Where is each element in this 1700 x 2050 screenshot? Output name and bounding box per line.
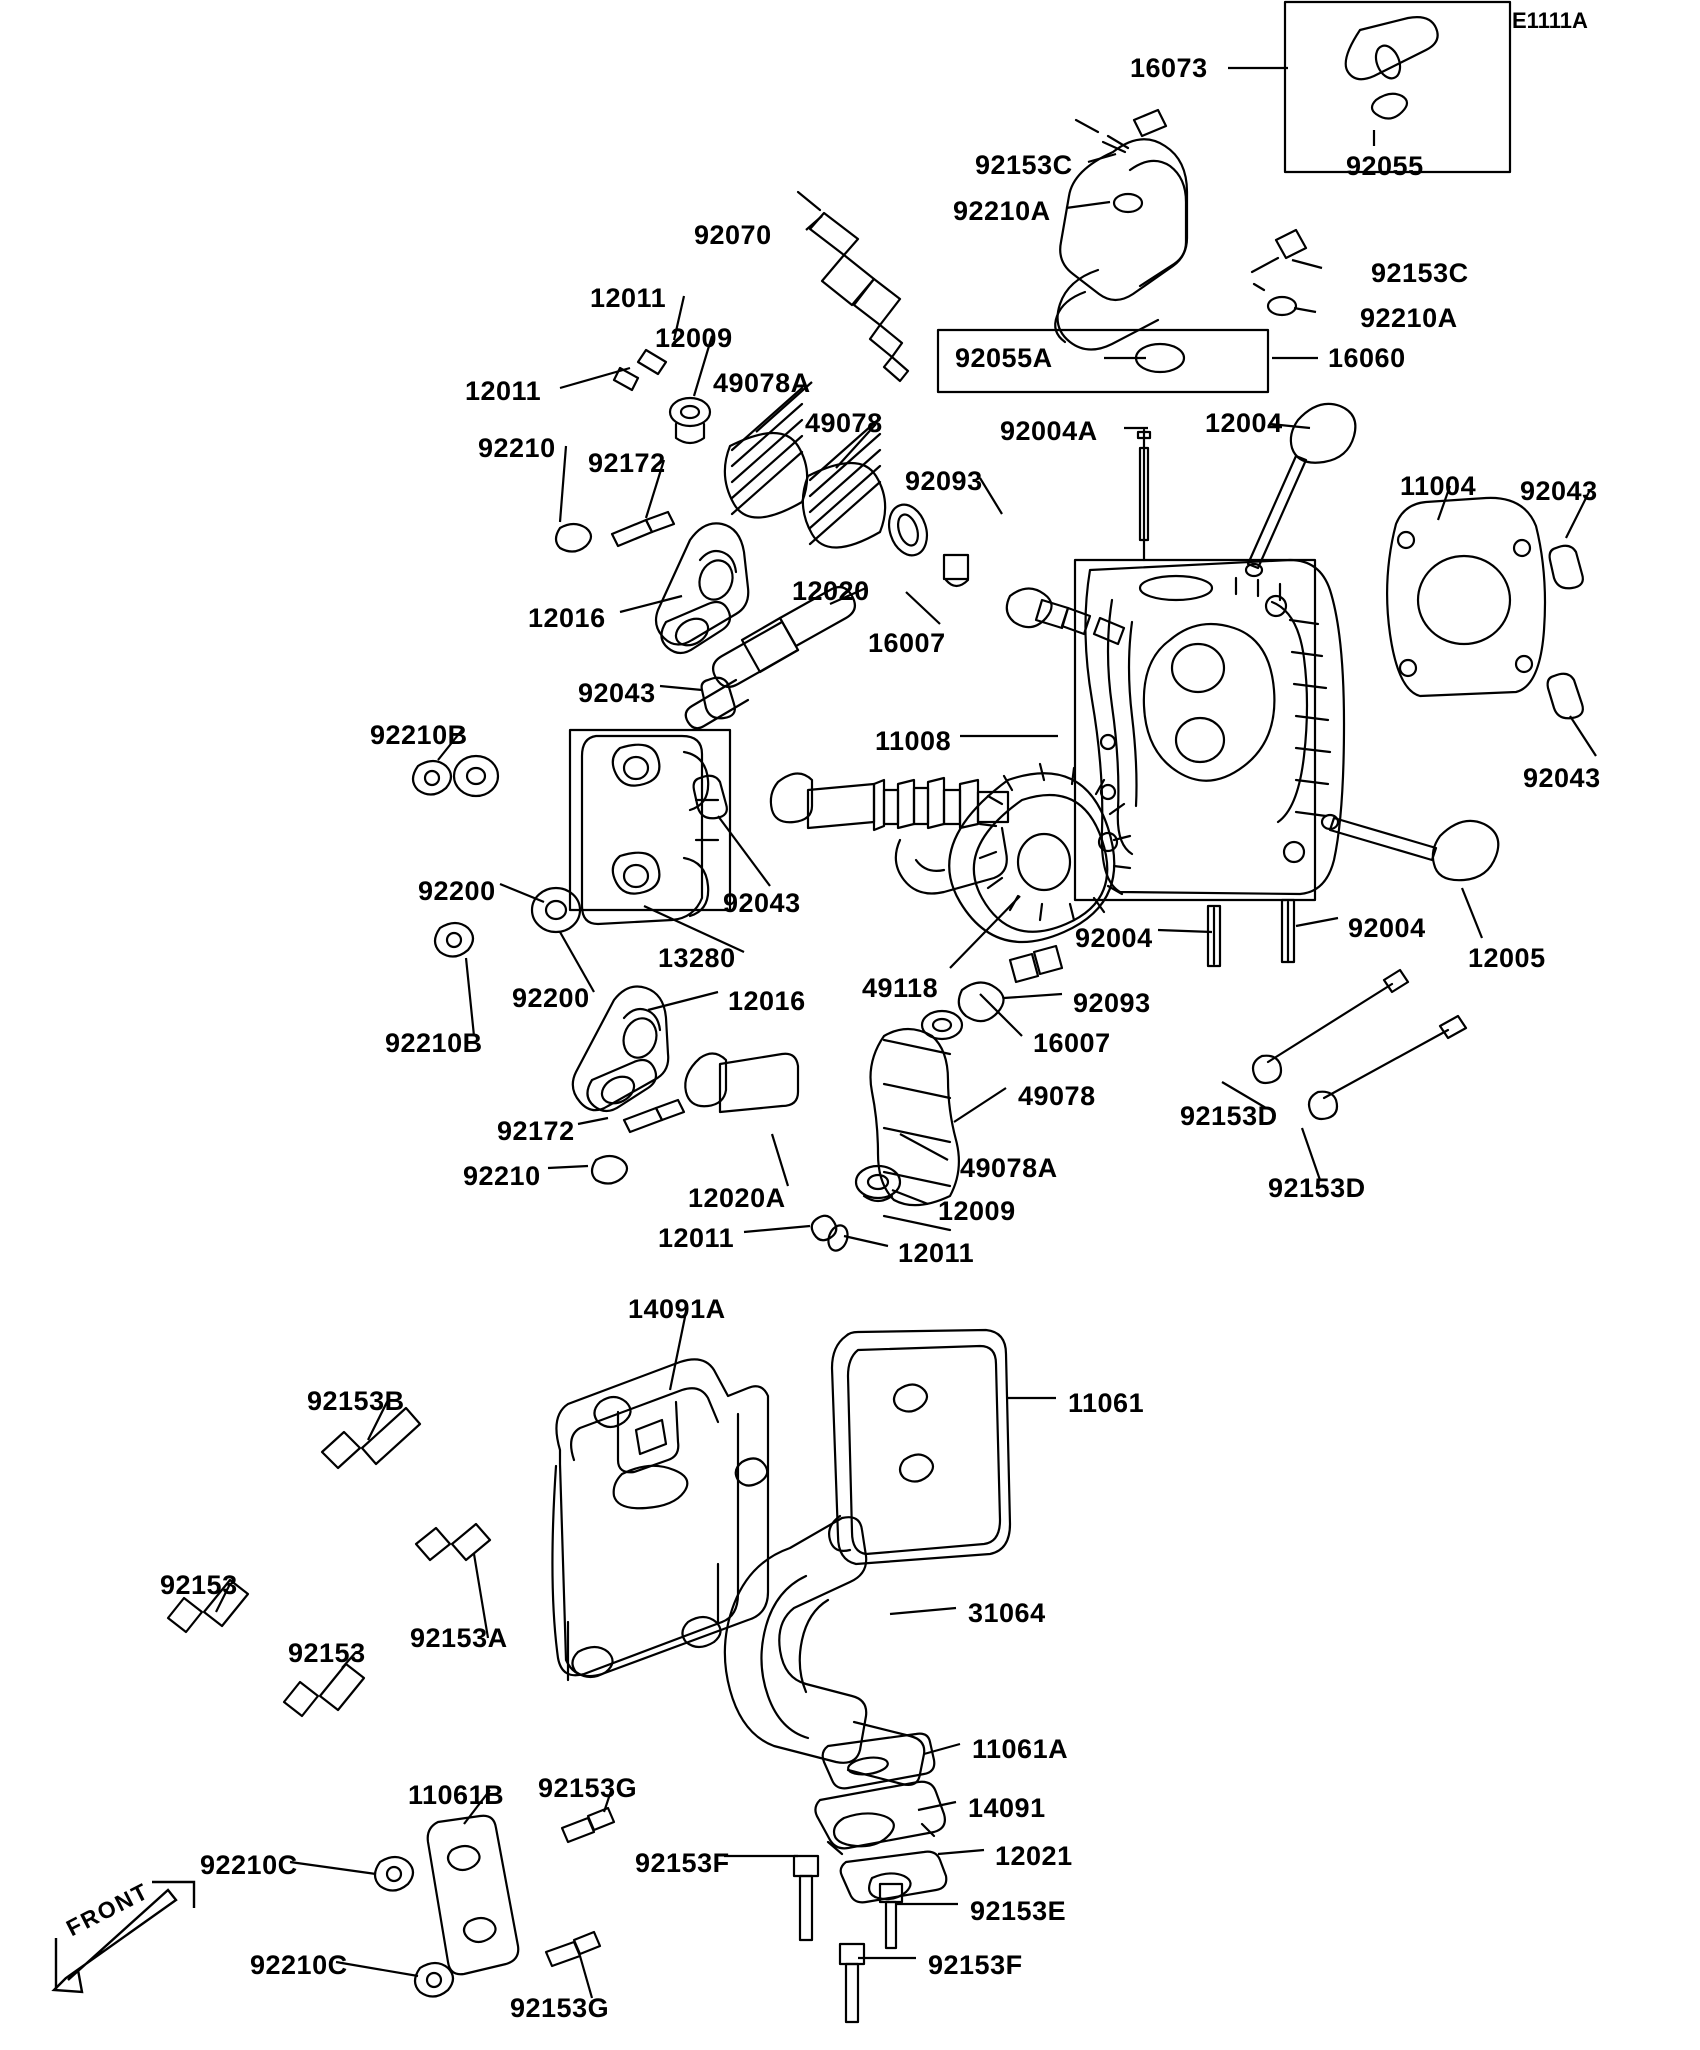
part-number-label[interactable]: 12011: [465, 376, 542, 406]
part-number-label[interactable]: 11061: [1068, 1388, 1145, 1418]
part-number-label[interactable]: 16007: [1033, 1028, 1111, 1058]
part-number-label[interactable]: 92153D: [1268, 1173, 1366, 1203]
part-number-label[interactable]: 92043: [1520, 476, 1598, 506]
part-number-label[interactable]: 92153E: [970, 1896, 1067, 1926]
part-number-label[interactable]: 92210C: [250, 1950, 348, 1980]
part-number-label[interactable]: 49078A: [713, 368, 811, 398]
part-number-label[interactable]: 49078A: [960, 1153, 1058, 1183]
part-number-label[interactable]: 92210A: [1360, 303, 1458, 333]
front-label: FRONT: [62, 1877, 154, 1942]
part-number-label[interactable]: 92153F: [928, 1950, 1023, 1980]
part-number-label[interactable]: 92210C: [200, 1850, 298, 1880]
diagram-code: E1111A: [1512, 8, 1588, 33]
part-number-label[interactable]: 92153G: [510, 1993, 610, 2023]
part-number-label[interactable]: 92093: [905, 466, 983, 496]
part-number-label[interactable]: 92153C: [975, 150, 1073, 180]
part-number-label[interactable]: 12021: [995, 1841, 1073, 1871]
part-number-label[interactable]: 11004: [1400, 471, 1477, 501]
part-number-label[interactable]: 16060: [1328, 343, 1406, 373]
part-number-label[interactable]: 12009: [938, 1196, 1016, 1226]
part-number-label[interactable]: 92070: [694, 220, 772, 250]
part-number-label[interactable]: 92055A: [955, 343, 1053, 373]
part-number-label[interactable]: 12020: [792, 576, 870, 606]
part-number-label[interactable]: 12011: [658, 1223, 735, 1253]
part-number-label[interactable]: 11061A: [972, 1734, 1069, 1764]
part-number-label[interactable]: 13280: [658, 943, 736, 973]
part-number-label[interactable]: 14091: [968, 1793, 1046, 1823]
part-number-label[interactable]: 92210: [463, 1161, 541, 1191]
part-number-label[interactable]: 12016: [728, 986, 806, 1016]
part-number-label[interactable]: 92004: [1348, 913, 1426, 943]
part-number-label[interactable]: 92153: [288, 1638, 366, 1668]
part-number-label[interactable]: 49078: [805, 408, 883, 438]
part-number-label[interactable]: 92210B: [370, 720, 468, 750]
part-number-label[interactable]: 12011: [898, 1238, 975, 1268]
part-number-label[interactable]: 92153: [160, 1570, 238, 1600]
part-number-label[interactable]: 12009: [655, 323, 733, 353]
part-number-label[interactable]: 92210: [478, 433, 556, 463]
part-number-label[interactable]: 12020A: [688, 1183, 786, 1213]
part-number-label[interactable]: 92004A: [1000, 416, 1098, 446]
part-number-label[interactable]: 92200: [512, 983, 590, 1013]
part-number-label[interactable]: 49078: [1018, 1081, 1096, 1111]
part-number-label[interactable]: 12005: [1468, 943, 1546, 973]
part-number-label[interactable]: 92043: [1523, 763, 1601, 793]
part-number-label[interactable]: 16007: [868, 628, 946, 658]
part-number-label[interactable]: 92004: [1075, 923, 1153, 953]
part-number-label[interactable]: 11008: [875, 726, 952, 756]
part-number-label[interactable]: 92200: [418, 876, 496, 906]
part-number-label[interactable]: 92153G: [538, 1773, 638, 1803]
part-number-label[interactable]: 92055: [1346, 151, 1424, 181]
part-number-label[interactable]: 12016: [528, 603, 606, 633]
part-number-label[interactable]: 92172: [588, 448, 666, 478]
part-number-label[interactable]: 92153D: [1180, 1101, 1278, 1131]
part-number-label[interactable]: 12011: [590, 283, 667, 313]
part-number-label[interactable]: 16073: [1130, 53, 1208, 83]
part-number-label[interactable]: 92043: [578, 678, 656, 708]
part-number-label[interactable]: 92153A: [410, 1623, 508, 1653]
part-number-label[interactable]: 92210B: [385, 1028, 483, 1058]
part-number-label[interactable]: 92210A: [953, 196, 1051, 226]
part-number-label[interactable]: 92172: [497, 1116, 575, 1146]
part-number-label[interactable]: 14091A: [628, 1294, 726, 1324]
part-number-label[interactable]: 49118: [862, 973, 939, 1003]
part-number-label[interactable]: 12004: [1205, 408, 1283, 438]
part-number-label[interactable]: 31064: [968, 1598, 1046, 1628]
part-number-label[interactable]: 92153F: [635, 1848, 730, 1878]
part-number-label[interactable]: 92153B: [307, 1386, 405, 1416]
part-number-label[interactable]: 11061B: [408, 1780, 505, 1810]
part-number-label[interactable]: 92093: [1073, 988, 1151, 1018]
part-number-label[interactable]: 92153C: [1371, 258, 1469, 288]
part-number-label[interactable]: 92043: [723, 888, 801, 918]
